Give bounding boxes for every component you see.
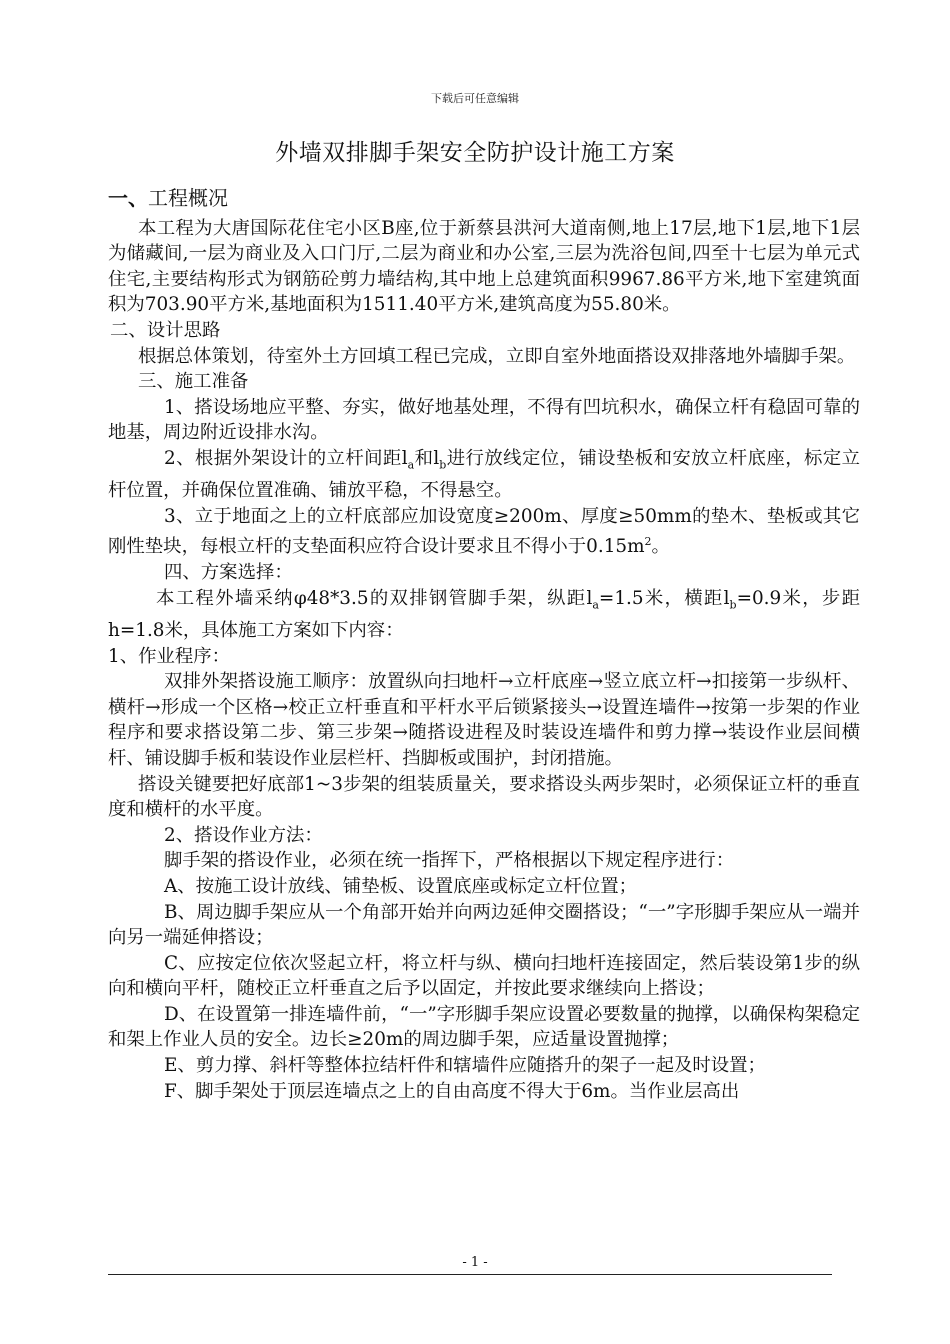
subheading-erection-method: 2、搭设作业方法：	[164, 824, 323, 846]
list-item-a: A、按施工设计放线、铺垫板、设置底座或标定立杆位置；	[164, 875, 638, 897]
list-item-c: C、应按定位依次竖起立杆，将立杆与纵、横向扫地杆连接固定，然后装设第1步的纵向和横向平杆，随校正立杆垂直之后予以固定，并按此要求继续向上搭设；	[108, 952, 860, 1000]
page-number: - 1 -	[462, 1255, 488, 1270]
scheme-text-c: =0.9米，步距h=1.8米，具体施工方案如下内容：	[108, 587, 860, 641]
subscript-a: a	[407, 458, 415, 472]
scheme-text-a: 本工程外墙采纳φ48*3.5的双排钢管脚手架，纵距l	[156, 587, 593, 609]
list-item-d: D、在设置第一排连墙件前，“一”字形脚手架应设置必要数量的抛撑，以确保构架稳定和架上作业人员的安全。边长≥20m的周边脚手架，应适量设置抛撑；	[108, 1003, 860, 1051]
footer-rule	[108, 1274, 832, 1275]
header-note: 下载后可任意编辑	[431, 92, 519, 105]
section-1-label: 工程概况	[148, 186, 228, 210]
paragraph-erection-sequence: 双排外架搭设施工顺序：放置纵向扫地杆→立杆底座→竖立底立杆→扣接第一步纵杆、横杆→形成一个区格→校正立杆垂直和平杆水平后锁紧接头→设置连墙件→按第一步架的作业程序和要求搭设第二步、第三步架→随搭设进程及时装设连墙件和剪力撑→装设作业层间横杆、铺设脚手板和装设作业层栏杆、挡脚板或围护，封闭措施。	[108, 671, 860, 769]
subscript-a: a	[592, 598, 599, 612]
subscript-b: b	[729, 598, 737, 612]
prep-2-text-b: 和l	[414, 447, 440, 469]
prep-2-text-c: 进行放线定位，铺设垫板和安放立杆底座，标定立杆位置，并确保位置准确、铺放平稳，不得悬空。	[108, 447, 860, 502]
section-1-number: 一、	[108, 186, 148, 210]
subheading-work-procedure: 1、作业程序：	[108, 645, 231, 667]
paragraph-method-intro: 脚手架的搭设作业，必须在统一指挥下，严格根据以下规定程序进行：	[164, 850, 735, 872]
section-heading-4: 四、方案选择：	[164, 562, 293, 584]
document-body	[108, 186, 860, 1104]
prep-3-text-a: 3、立于地面之上的立杆底部应加设宽度≥200m、厚度≥50mm的垫木、垫板或其它刚性垫块，每根立杆的支垫面积应符合设计要求且不得小于0.15m	[108, 505, 860, 558]
paragraph-prep-3	[108, 504, 860, 560]
prep-2-text-a: 2、根据外架设计的立杆间距l	[164, 447, 408, 469]
paragraph-erection-key: 搭设关键要把好底部1~3步架的组装质量关，要求搭设头两步架时，必须保证立杆的垂直度和横杆的水平度。	[108, 773, 860, 821]
superscript-2: 2	[644, 535, 652, 549]
subscript-b: b	[439, 458, 447, 472]
prep-3-text-b: 。	[651, 536, 670, 558]
paragraph-prep-1: 1、搭设场地应平整、夯实，做好地基处理，不得有凹坑积水，确保立杆有稳固可靠的地基，周边附近设排水沟。	[108, 396, 860, 444]
paragraph-design-idea: 根据总体策划，待室外土方回填工程已完成，立即自室外地面搭设双排落地外墙脚手架。	[138, 345, 856, 367]
section-heading-1	[108, 186, 860, 212]
scheme-text-b: =1.5米，横距l	[598, 587, 730, 609]
list-item-f: F、脚手架处于顶层连墙点之上的自由高度不得大于6m。当作业层高出	[164, 1080, 740, 1102]
list-item-e: E、剪力撑、斜杆等整体拉结杆件和辖墙件应随搭升的架子一起及时设置；	[164, 1055, 766, 1077]
list-item-b: B、周边脚手架应从一个角部开始并向两边延伸交圈搭设；“一”字形脚手架应从一端并向另一端延伸搭设；	[108, 901, 860, 949]
paragraph-prep-2	[108, 446, 860, 504]
paragraph-overview: 本工程为大唐国际花住宅小区B座,位于新蔡县洪河大道南侧,地上17层,地下1层,地下1层为储藏间,一层为商业及入口门厅,二层为商业和办公室,三层为洗浴包间,四至十七层为单元式住宅,主要结构形式为钢筋砼剪力墙结构,其中地上总建筑面积9967.86平方米,地下室建筑面积为703.90平方米,基地面积为1511.40平方米,建筑高度为55.80米。	[108, 217, 860, 316]
paragraph-scheme	[108, 586, 860, 644]
page-title: 外墙双排脚手架安全防护设计施工方案	[275, 140, 675, 166]
section-heading-3: 三、施工准备	[138, 371, 249, 393]
section-heading-2: 二、设计思路	[110, 319, 221, 341]
